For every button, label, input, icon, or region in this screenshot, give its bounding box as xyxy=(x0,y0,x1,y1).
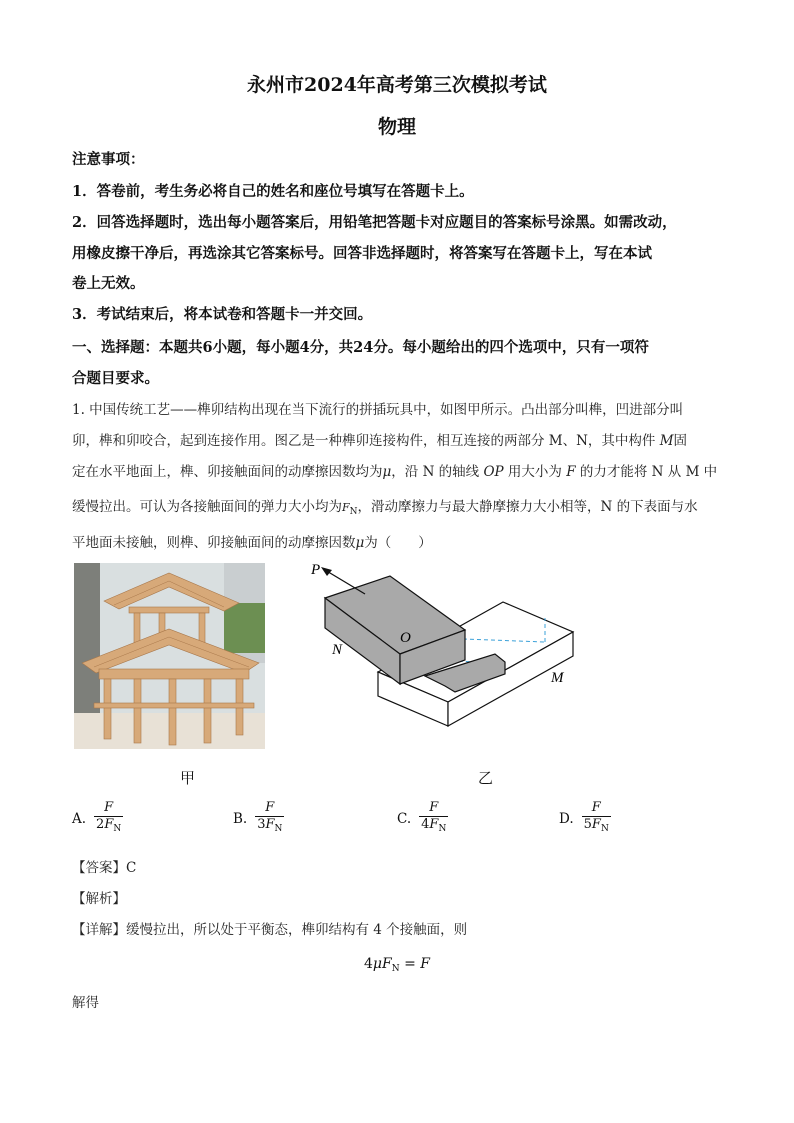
exam-title: 永州市2024年高考第三次模拟考试 xyxy=(247,74,547,96)
option-a[interactable]: A. $\frac{F}{2F_N}$ xyxy=(72,800,122,834)
question-line: 卯，榫和卯咬合，起到连接作用。图乙是一种榫卯连接构件，相互连接的两部分 M、N，其中构件 M固 xyxy=(72,433,688,449)
solve-label: 解得 xyxy=(72,995,99,1011)
caption-jia: 甲 xyxy=(180,769,196,787)
note-item: 3．考试结束后，将本试卷和答题卡一并交回。 xyxy=(72,306,373,323)
option-c[interactable]: C. $\frac{F}{4F_N}$ xyxy=(397,800,447,834)
section-heading: 一、选择题：本题共6小题，每小题4分，共24分。每小题给出的四个选项中，只有一项符 xyxy=(72,339,649,356)
toy-pavilion-photo xyxy=(74,563,265,749)
subject-title: 物理 xyxy=(377,116,416,138)
question-line: 平地面未接触，则榫、卯接触面间的动摩擦因数μ为（ ） xyxy=(72,535,432,551)
notes-heading: 注意事项： xyxy=(72,151,145,168)
detail-line: 【详解】缓慢拉出，所以处于平衡态，榫卯结构有 4 个接触面，则 xyxy=(72,922,468,938)
section-heading-cont: 合题目要求。 xyxy=(72,370,159,387)
label-n: N xyxy=(332,642,343,658)
option-d[interactable]: D. $\frac{F}{5F_N}$ xyxy=(559,800,609,834)
label-m: M xyxy=(551,670,564,686)
option-b[interactable]: B. $\frac{F}{3F_N}$ xyxy=(233,800,283,834)
note-item: 1．答卷前，考生务必将自己的姓名和座位号填写在答题卡上。 xyxy=(72,183,474,200)
answer-line: 【答案】C xyxy=(72,860,137,876)
note-item: 卷上无效。 xyxy=(72,275,145,292)
question-line: 缓慢拉出。可认为各接触面间的弹力大小均为$F_N$，滑动摩擦力与最大静摩擦力大小相等，N 的下表面与水 xyxy=(72,499,698,517)
analysis-label: 【解析】 xyxy=(72,891,126,907)
note-item: 2．回答选择题时，选出每小题答案后，用铅笔把答题卡对应题目的答案标号涂黑。如需改动， xyxy=(72,214,677,231)
caption-yi: 乙 xyxy=(478,769,494,787)
note-item: 用橡皮擦干净后，再选涂其它答案标号。回答非选择题时，将答案写在答题卡上，写在本试 xyxy=(72,245,652,262)
mortise-tenon-diagram xyxy=(305,558,590,730)
label-p: P xyxy=(311,562,321,578)
question-line: 定在水平地面上，榫、卯接触面间的动摩擦因数均为μ，沿 N 的轴线 OP 用大小为 F 的力才能将 N 从 M 中 xyxy=(72,464,718,480)
answer-value: C xyxy=(126,860,137,876)
label-o: O xyxy=(400,630,411,646)
equation: $4\mu F_N = F$ xyxy=(364,956,430,974)
question-line: 1. 中国传统工艺——榫卯结构出现在当下流行的拼插玩具中，如图甲所示。凸出部分叫榫，凹进部分叫 xyxy=(72,402,684,418)
